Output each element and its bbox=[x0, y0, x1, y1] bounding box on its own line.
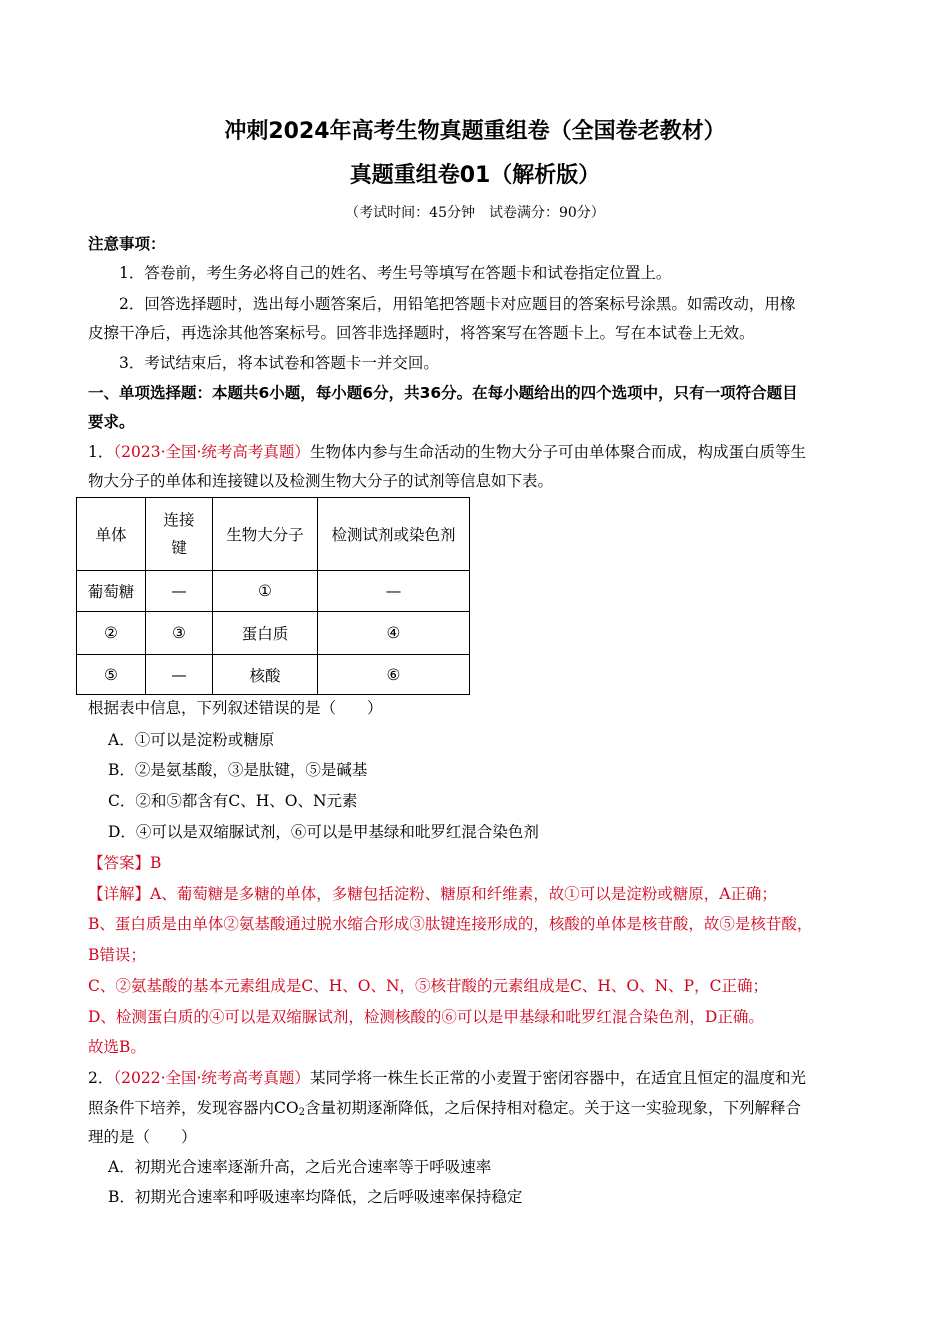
notice-item-1: 1．答卷前，考生务必将自己的姓名、考生号等填写在答题卡和试卷指定位置上。 bbox=[119, 264, 672, 282]
exam-subtitle: 真题重组卷01（解析版） bbox=[349, 163, 601, 188]
exam-meta: （考试时间：45分钟 试卷满分：90分） bbox=[345, 205, 605, 221]
q2-option-b: B．初期光合速率和呼吸速率均降低，之后呼吸速率保持稳定 bbox=[108, 1188, 523, 1206]
q2-stem-line-3: 理的是（ ） bbox=[88, 1128, 197, 1146]
q1-option-d: D．④可以是双缩脲试剂，⑥可以是甲基绿和吡罗红混合染色剂 bbox=[108, 823, 539, 841]
q1-detail-b-line-1: B、蛋白质是由单体②氨基酸通过脱水缩合形成③肽键连接形成的，核酸的单体是核苷酸，故⑤是核苷酸， bbox=[88, 915, 813, 933]
q2-number: 2． bbox=[88, 1069, 114, 1087]
table-cell: ⑥ bbox=[318, 655, 470, 695]
table-header-row bbox=[77, 498, 470, 571]
notice-item-3: 3．考试结束后，将本试卷和答题卡一并交回。 bbox=[119, 354, 439, 372]
q1-option-c: C．②和⑤都含有C、H、O、N元素 bbox=[108, 792, 358, 810]
table-cell: 葡萄糖 bbox=[77, 571, 146, 612]
q1-question: 根据表中信息，下列叙述错误的是（ ） bbox=[88, 699, 383, 717]
q2-stem-line-2: 照条件下培养，发现容器内$CO_2$含量初期逐渐降低，之后保持相对稳定。关于这一实验现象，下列解释合 bbox=[88, 1099, 801, 1118]
section-heading-line-2: 要求。 bbox=[88, 413, 135, 431]
q1-conclusion: 故选B。 bbox=[88, 1038, 146, 1056]
table-row bbox=[77, 655, 470, 695]
q1-number: 1． bbox=[88, 443, 114, 461]
q2-option-a: A．初期光合速率逐渐升高，之后光合速率等于呼吸速率 bbox=[108, 1158, 492, 1176]
q1-stem-line-2: 物大分子的单体和连接键以及检测生物大分子的试剂等信息如下表。 bbox=[88, 472, 554, 490]
q1-stem-line-1 bbox=[88, 442, 868, 462]
q1-option-a: A．①可以是淀粉或糖原 bbox=[108, 731, 275, 749]
table-cell: ② bbox=[77, 612, 146, 655]
q1-table bbox=[76, 497, 470, 695]
table-cell: 蛋白质 bbox=[213, 612, 318, 655]
table-header-cell: 单体 bbox=[77, 498, 146, 571]
table-row bbox=[77, 571, 470, 612]
section-heading-line-1: 一、单项选择题：本题共6小题，每小题6分，共36分。在每小题给出的四个选项中，只有一项符合题目 bbox=[88, 384, 798, 402]
notice-heading: 注意事项： bbox=[88, 235, 166, 253]
notice-item-2-line-1: 2．回答选择题时，选出每小题答案后，用铅笔把答题卡对应题目的答案标号涂黑。如需改动，用橡 bbox=[119, 295, 796, 313]
q2-source: （2022·全国·统考高考真题） bbox=[113, 1069, 310, 1087]
q1-detail-c: C、②氨基酸的基本元素组成是C、H、O、N，⑤核苷酸的元素组成是C、H、O、N、P，C正确； bbox=[88, 977, 768, 995]
detail-label: 【详解】 bbox=[88, 885, 151, 903]
notice-item-2-line-2: 皮擦干净后，再选涂其他答案标号。回答非选择题时，将答案写在答题卡上。写在本试卷上无效。 bbox=[88, 324, 755, 342]
table-cell: 核酸 bbox=[213, 655, 318, 695]
table-cell: ① bbox=[213, 571, 318, 612]
q1-detail-a: 【详解】A、葡萄糖是多糖的单体，多糖包括淀粉、糖原和纤维素，故①可以是淀粉或糖原，A正确； bbox=[88, 885, 777, 903]
table-header-cell: 检测试剂或染色剂 bbox=[318, 498, 470, 571]
table-header-cell: 连接 键 bbox=[146, 498, 213, 571]
table-cell: — bbox=[146, 571, 213, 612]
table-cell: — bbox=[318, 571, 470, 612]
table-cell: — bbox=[146, 655, 213, 695]
table-cell: ⑤ bbox=[77, 655, 146, 695]
table-row bbox=[77, 612, 470, 655]
q1-detail-d: D、检测蛋白质的④可以是双缩脲试剂，检测核酸的⑥可以是甲基绿和吡罗红混合染色剂，D正确。 bbox=[88, 1008, 764, 1026]
exam-title: 冲刺2024年高考生物真题重组卷（全国卷老教材） bbox=[224, 119, 726, 144]
q1-source: （2023·全国·统考高考真题） bbox=[113, 443, 310, 461]
q1-option-b: B．②是氨基酸，③是肽键，⑤是碱基 bbox=[108, 761, 368, 779]
table-header-cell: 生物大分子 bbox=[213, 498, 318, 571]
q2-stem-line-1: 2．（2022·全国·统考高考真题）某同学将一株生长正常的小麦置于密闭容器中，在适宜且恒定的温度和光 bbox=[88, 1069, 806, 1087]
table-cell: ③ bbox=[146, 612, 213, 655]
table-cell: ④ bbox=[318, 612, 470, 655]
q1-answer: 【答案】B bbox=[88, 854, 162, 872]
q1-stem-text: 生物体内参与生命活动的生物大分子可由单体聚合而成，构成蛋白质等生 bbox=[309, 443, 806, 461]
q1-detail-b-line-2: B错误； bbox=[88, 946, 146, 964]
